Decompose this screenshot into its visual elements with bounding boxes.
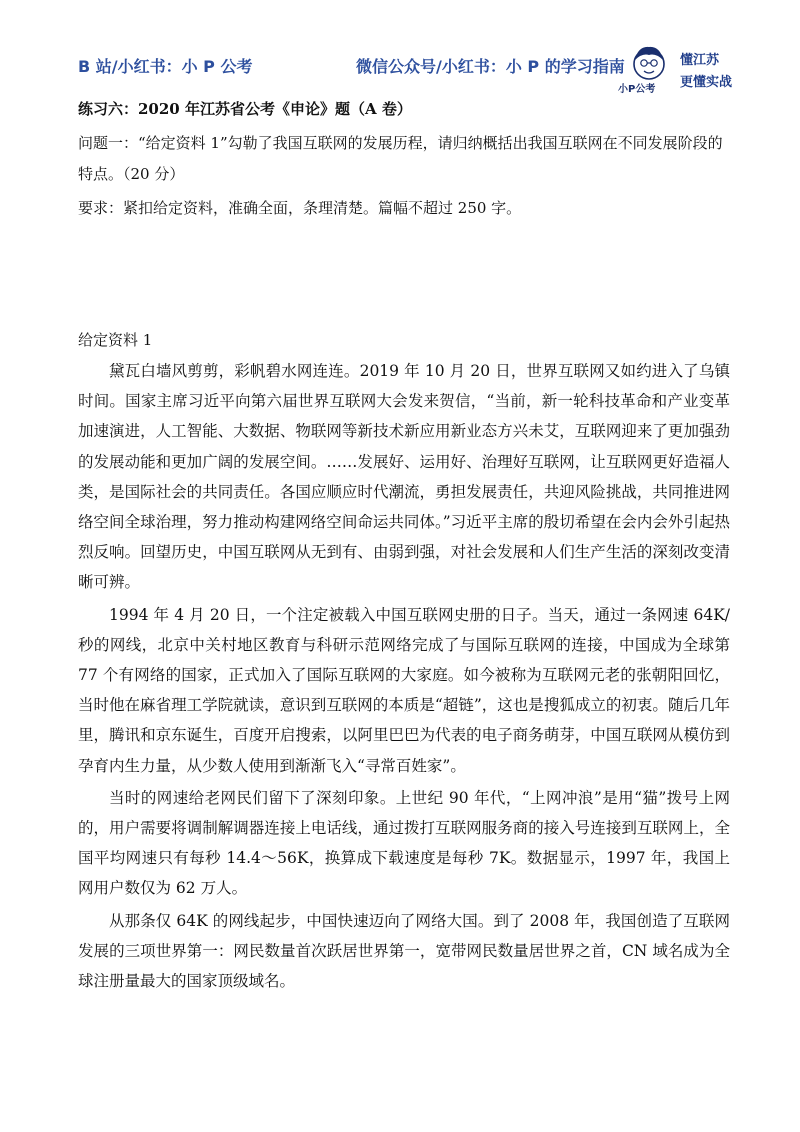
material-paragraph-2: 1994 年 4 月 20 日，一个注定被载入中国互联网史册的日子。当天，通过一条网速 64K/秒的网线，北京中关村地区教育与科研示范网络完成了与国际互联网的连接，中国成为全球第 77 个有网络的国家，正式加入了国际互联网的大家庭。如今被称为互联网元老的张朝阳回忆，当时他在麻省理工学院就读，意识到互联网的本质是“超链”，这也是搜狐成立的初衷。随后几年里，腾讯和京东诞生，百度开启搜索，以阿里巴巴为代表的电子商务萌芽，中国互联网从模仿到孕育内生力量，从少数人使用到渐渐飞入“寻常百姓家”。 xyxy=(78,605,730,775)
material-paragraph-3: 当时的网速给老网民们留下了深刻印象。上世纪 90 年代，“上网冲浪”是用“猫”拨号上网的，用户需要将调制解调器连接上电话线，通过拨打互联网服务商的接入号连接到互联网上，全国平均网速只有每秒 14.4～56K，换算成下载速度是每秒 7K。数据显示，1997 年，我国上网用户数仅为 62 万人。 xyxy=(78,788,730,898)
material-paragraph-4: 从那条仅 64K 的网线起步，中国快速迈向了网络大国。到了 2008 年，我国创造了互联网发展的三项世界第一：网民数量首次跃居世界第一，宽带网民数量居世界之首，CN 域名成为全球注册量最大的国家顶级域名。 xyxy=(78,911,730,991)
requirement-text: 要求：紧扣给定资料，准确全面，条理清楚。篇幅不超过 250 字。 xyxy=(78,199,522,217)
header-left-text: B 站/小红书：小 P 公考 xyxy=(78,57,253,76)
slogan-line-2: 更懂实战 xyxy=(680,75,733,90)
material-title: 给定资料 1 xyxy=(78,331,153,349)
header-middle-text: 微信公众号/小红书：小 P 的学习指南 xyxy=(356,57,625,76)
logo-caption: 小P公考 xyxy=(618,84,656,95)
question-text: 问题一：“给定资料 1”勾勒了我国互联网的发展历程，请归纳概括出我国互联网在不同发展阶段的特点。（20 分） xyxy=(78,134,723,183)
exercise-title: 练习六：2020 年江苏省公考《申论》题（A 卷） xyxy=(78,100,412,118)
slogan-line-1: 懂江苏 xyxy=(680,53,720,68)
material-body xyxy=(78,356,730,998)
material-paragraph-1: 黛瓦白墙风剪剪，彩帆碧水网连连。2019 年 10 月 20 日，世界互联网又如约进入了乌镇时间。国家主席习近平向第六届世界互联网大会发来贺信，“当前，新一轮科技革命和产业变革加速演进，人工智能、大数据、物联网等新技术新应用新业态方兴未艾，互联网迎来了更加强劲的发展动能和更加广阔的发展空间。……发展好、运用好、治理好互联网，让互联网更好造福人类，是国际社会的共同责任。各国应顺应时代潮流，勇担发展责任，共迎风险挑战，共同推进网络空间全球治理，努力推动构建网络空间命运共同体。”习近平主席的殷切希望在会内会外引起热烈反响。回望历史，中国互联网从无到有、由弱到强，对社会发展和人们生产生活的深刻改变清晰可辨。 xyxy=(78,362,730,592)
slogan xyxy=(680,50,732,94)
